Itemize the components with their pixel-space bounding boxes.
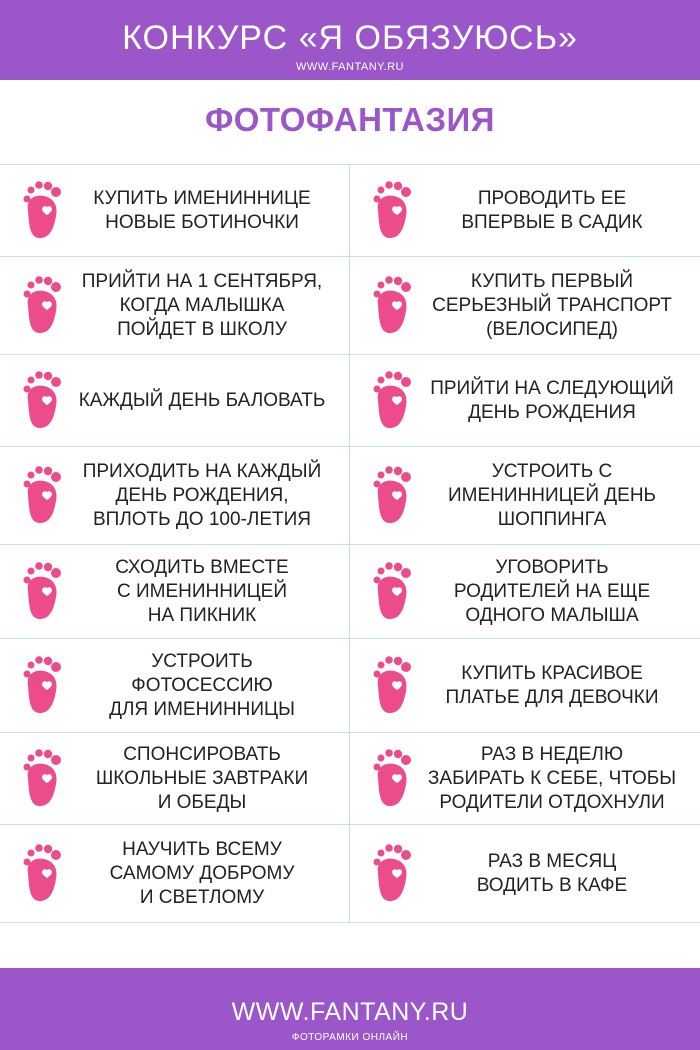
baby-foot-icon bbox=[370, 748, 414, 810]
pledge-text: УСТРОИТЬ С ИМЕНИННИЦЕЙ ДЕНЬ ШОППИНГА bbox=[447, 460, 657, 530]
pledge-item bbox=[350, 165, 700, 256]
pledge-item bbox=[0, 825, 350, 922]
pledge-text: СХОДИТЬ ВМЕСТЕ С ИМЕНИННИЦЕЙ НА ПИКНИК bbox=[115, 556, 289, 626]
pledge-row bbox=[0, 165, 700, 257]
footer-banner bbox=[0, 968, 700, 1050]
pledge-text: ПРИХОДИТЬ НА КАЖДЫЙ ДЕНЬ РОЖДЕНИЯ, ВПЛОТЬ ДО 100-ЛЕТИЯ bbox=[82, 460, 322, 530]
pledge-text: РАЗ В НЕДЕЛЮ ЗАБИРАТЬ К СЕБЕ, ЧТОБЫ РОДИТЕЛИ ОТДОХНУЛИ bbox=[427, 743, 677, 813]
baby-foot-icon bbox=[20, 843, 64, 905]
baby-foot-icon bbox=[20, 561, 64, 623]
pledge-grid bbox=[0, 164, 700, 923]
pledge-item bbox=[0, 165, 350, 256]
pledge-item bbox=[0, 545, 350, 638]
baby-foot-icon bbox=[370, 275, 414, 337]
pledge-item bbox=[350, 447, 700, 544]
subtitle: ФОТОФАНТАЗИЯ bbox=[205, 101, 495, 138]
pledge-row bbox=[0, 545, 700, 639]
baby-foot-icon bbox=[20, 275, 64, 337]
baby-foot-icon bbox=[370, 180, 414, 242]
pledge-text: КУПИТЬ ИМЕНИННИЦЕ НОВЫЕ БОТИНОЧКИ bbox=[93, 187, 311, 233]
pledge-item bbox=[350, 825, 700, 922]
baby-foot-icon bbox=[370, 370, 414, 432]
pledge-item bbox=[0, 733, 350, 824]
pledge-row bbox=[0, 257, 700, 355]
baby-foot-icon bbox=[20, 748, 64, 810]
pledge-item bbox=[350, 355, 700, 446]
pledge-row bbox=[0, 639, 700, 733]
pledge-row bbox=[0, 447, 700, 545]
pledge-item bbox=[350, 257, 700, 354]
pledge-text: КАЖДЫЙ ДЕНЬ БАЛОВАТЬ bbox=[78, 389, 326, 411]
pledge-item bbox=[350, 733, 700, 824]
pledge-item bbox=[350, 545, 700, 638]
pledge-text: ПРИЙТИ НА СЛЕДУЮЩИЙ ДЕНЬ РОЖДЕНИЯ bbox=[430, 377, 674, 423]
pledge-text: УСТРОИТЬ ФОТОСЕССИЮ ДЛЯ ИМЕНИННИЦЫ bbox=[109, 650, 295, 720]
page-title: КОНКУРС «Я ОБЯЗУЮСЬ» bbox=[122, 19, 578, 57]
pledge-text: ПРИЙТИ НА 1 СЕНТЯБРЯ, КОГДА МАЛЫШКА ПОЙДЕТ В ШКОЛУ bbox=[81, 270, 323, 340]
baby-foot-icon bbox=[20, 180, 64, 242]
baby-foot-icon bbox=[20, 465, 64, 527]
header-banner bbox=[0, 0, 700, 80]
pledge-text: НАУЧИТЬ ВСЕМУ САМОМУ ДОБРОМУ И СВЕТЛОМУ bbox=[109, 838, 295, 908]
pledge-item bbox=[0, 355, 350, 446]
pledge-item bbox=[350, 639, 700, 732]
pledge-item bbox=[0, 447, 350, 544]
pledge-row bbox=[0, 733, 700, 825]
pledge-text: УГОВОРИТЬ РОДИТЕЛЕЙ НА ЕЩЕ ОДНОГО МАЛЫША bbox=[453, 556, 651, 626]
pledge-text: КУПИТЬ КРАСИВОЕ ПЛАТЬЕ ДЛЯ ДЕВОЧКИ bbox=[445, 662, 659, 708]
header-url: WWW.FANTANY.RU bbox=[295, 61, 405, 73]
baby-foot-icon bbox=[370, 655, 414, 717]
baby-foot-icon bbox=[20, 370, 64, 432]
pledge-row bbox=[0, 355, 700, 447]
pledge-text: КУПИТЬ ПЕРВЫЙ СЕРЬЕЗНЫЙ ТРАНСПОРТ (ВЕЛОСИПЕД) bbox=[432, 270, 672, 340]
pledge-row bbox=[0, 825, 700, 923]
baby-foot-icon bbox=[370, 465, 414, 527]
pledge-item bbox=[0, 639, 350, 732]
baby-foot-icon bbox=[20, 655, 64, 717]
footer-tagline: ФОТОРАМКИ ОНЛАЙН bbox=[291, 1032, 409, 1043]
footer-url: WWW.FANTANY.RU bbox=[231, 998, 469, 1026]
baby-foot-icon bbox=[370, 843, 414, 905]
baby-foot-icon bbox=[370, 561, 414, 623]
pledge-text: ПРОВОДИТЬ ЕЕ ВПЕРВЫЕ В САДИК bbox=[461, 187, 643, 233]
pledge-text: РАЗ В МЕСЯЦ ВОДИТЬ В КАФЕ bbox=[476, 850, 628, 896]
pledge-item bbox=[0, 257, 350, 354]
pledge-text: СПОНСИРОВАТЬ ШКОЛЬНЫЕ ЗАВТРАКИ И ОБЕДЫ bbox=[95, 743, 309, 813]
